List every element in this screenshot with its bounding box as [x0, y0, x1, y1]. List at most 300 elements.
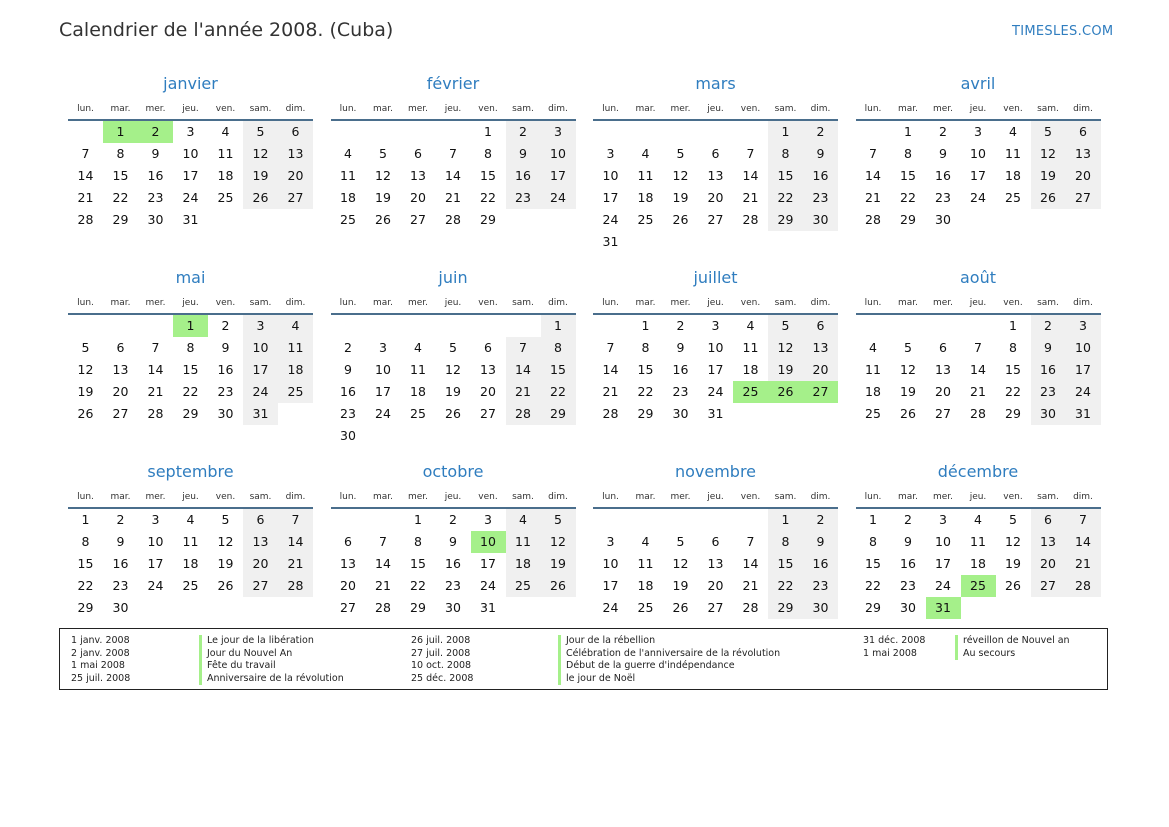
- day-cell: 2: [449, 512, 457, 527]
- day-cell: 16: [935, 168, 951, 183]
- day-cell: 11: [340, 168, 356, 183]
- day-cell: 2: [939, 124, 947, 139]
- empty-day-cell: [733, 121, 768, 143]
- day-cell: 17: [602, 578, 619, 593]
- day-cell: 3: [1066, 315, 1101, 337]
- empty-day-cell: [593, 121, 628, 143]
- day-cell: 26: [672, 600, 689, 615]
- day-cell: 29: [480, 212, 496, 227]
- day-cell: 21: [602, 384, 619, 399]
- holiday-day-cell: 31: [926, 597, 961, 619]
- day-cell: 26: [217, 578, 234, 593]
- day-cell: 6: [278, 121, 313, 143]
- day-cell: 20: [410, 190, 426, 205]
- day-cell: 13: [410, 168, 426, 183]
- day-cell: 24: [182, 190, 199, 205]
- day-cell: 23: [935, 190, 951, 205]
- day-cell: 28: [742, 212, 759, 227]
- day-cell: 3: [974, 124, 982, 139]
- empty-day-cell: [401, 315, 436, 337]
- day-grid: [856, 315, 1101, 425]
- day-cell: 6: [484, 340, 492, 355]
- weekday-label: mar.: [897, 104, 919, 114]
- day-cell: 3: [606, 146, 615, 161]
- day-cell: 8: [641, 340, 650, 355]
- empty-day-cell: [68, 121, 103, 143]
- day-cell: 16: [803, 165, 838, 187]
- day-cell: 19: [445, 384, 461, 399]
- day-cell: 7: [746, 534, 755, 549]
- day-cell: 4: [414, 340, 422, 355]
- holiday-legend: [59, 628, 1108, 690]
- day-cell: 10: [182, 146, 199, 161]
- day-cell: 5: [81, 340, 90, 355]
- weekday-label: dim.: [548, 492, 568, 502]
- day-cell: 27: [1031, 575, 1066, 597]
- day-cell: 27: [112, 406, 129, 421]
- day-cell: 6: [116, 340, 125, 355]
- day-cell: 2: [803, 509, 838, 531]
- day-cell: 21: [970, 384, 986, 399]
- day-cell: 24: [480, 578, 496, 593]
- month-calendar: [68, 461, 313, 655]
- day-cell: 29: [77, 600, 94, 615]
- empty-day-cell: [138, 315, 173, 337]
- legend-holiday-name: Au secours: [955, 648, 1070, 661]
- legend-names-col-2: [558, 635, 780, 685]
- day-cell: 20: [1031, 553, 1066, 575]
- holiday-day-cell: 27: [803, 381, 838, 403]
- legend-holiday-name: réveillon de Nouvel an: [955, 635, 1070, 648]
- weekday-label: mer.: [407, 104, 429, 114]
- day-cell: 30: [445, 600, 461, 615]
- day-cell: 24: [1066, 381, 1101, 403]
- weekday-label: jeu.: [182, 104, 199, 114]
- day-cell: 16: [900, 556, 916, 571]
- day-cell: 24: [602, 212, 619, 227]
- legend-date: 27 juil. 2008: [411, 647, 471, 659]
- day-grid: [856, 121, 1101, 231]
- day-cell: 16: [506, 165, 541, 187]
- day-cell: 18: [506, 553, 541, 575]
- day-cell: 23: [217, 384, 234, 399]
- day-cell: 27: [480, 406, 496, 421]
- empty-day-cell: [331, 315, 366, 337]
- day-cell: 26: [1005, 578, 1021, 593]
- weekday-label: dim.: [548, 104, 568, 114]
- day-cell: 17: [480, 556, 496, 571]
- day-cell: 20: [1066, 165, 1101, 187]
- month-calendar: [593, 461, 838, 655]
- day-cell: 30: [217, 406, 234, 421]
- day-cell: 18: [340, 190, 356, 205]
- day-grid: [593, 509, 838, 619]
- day-cell: 23: [900, 578, 916, 593]
- weekday-label: ven.: [478, 298, 498, 308]
- day-cell: 2: [1031, 315, 1066, 337]
- day-cell: 22: [77, 578, 94, 593]
- day-cell: 9: [151, 146, 160, 161]
- day-cell: 14: [77, 168, 94, 183]
- weekday-label: jeu.: [444, 104, 462, 114]
- weekday-label: sam.: [249, 298, 272, 308]
- day-cell: 6: [414, 146, 422, 161]
- day-cell: 26: [77, 406, 94, 421]
- day-cell: 17: [541, 165, 576, 187]
- day-cell: 5: [1009, 512, 1017, 527]
- day-cell: 6: [1066, 121, 1101, 143]
- weekday-label: sam.: [512, 104, 534, 114]
- day-cell: 22: [768, 575, 803, 597]
- month-calendar: [331, 267, 576, 461]
- day-cell: 11: [637, 556, 654, 571]
- weekday-label: mar.: [110, 492, 131, 502]
- day-cell: 15: [865, 556, 881, 571]
- day-cell: 11: [637, 168, 654, 183]
- legend-names-col-3: [955, 635, 1070, 660]
- day-cell: 7: [506, 337, 541, 359]
- day-cell: 11: [1005, 146, 1021, 161]
- day-cell: 3: [151, 512, 160, 527]
- weekday-label: mer.: [932, 492, 954, 502]
- day-cell: 16: [803, 553, 838, 575]
- weekday-label: ven.: [215, 492, 236, 502]
- month-calendar: [593, 267, 838, 461]
- day-cell: 8: [869, 534, 877, 549]
- day-cell: 29: [768, 209, 803, 231]
- day-cell: 30: [803, 209, 838, 231]
- weekday-label: mar.: [897, 492, 919, 502]
- weekday-label: jeu.: [182, 492, 199, 502]
- day-cell: 26: [243, 187, 278, 209]
- day-cell: 29: [865, 600, 881, 615]
- weekday-label: mer.: [932, 298, 954, 308]
- month-calendar: [856, 267, 1101, 461]
- day-cell: 8: [484, 146, 492, 161]
- day-cell: 9: [449, 534, 457, 549]
- day-cell: 15: [768, 165, 803, 187]
- legend-holiday-name: Jour du Nouvel An: [199, 648, 344, 661]
- day-cell: 14: [506, 359, 541, 381]
- day-cell: 27: [243, 575, 278, 597]
- day-cell: 22: [182, 384, 199, 399]
- day-cell: 21: [445, 190, 461, 205]
- day-cell: 11: [865, 362, 881, 377]
- day-cell: 19: [900, 384, 916, 399]
- empty-day-cell: [926, 315, 961, 337]
- weekday-label: lun.: [77, 104, 94, 114]
- weekday-label: jeu.: [969, 104, 987, 114]
- day-cell: 26: [900, 406, 916, 421]
- day-cell: 29: [541, 403, 576, 425]
- day-cell: 14: [147, 362, 164, 377]
- day-cell: 16: [147, 168, 164, 183]
- day-cell: 13: [707, 168, 724, 183]
- weekday-label: mer.: [407, 298, 429, 308]
- empty-day-cell: [103, 315, 138, 337]
- day-cell: 8: [768, 143, 803, 165]
- day-cell: 4: [186, 512, 195, 527]
- day-cell: 23: [506, 187, 541, 209]
- day-cell: 25: [410, 406, 426, 421]
- weekday-label: lun.: [602, 492, 619, 502]
- weekday-label: lun.: [864, 298, 882, 308]
- day-cell: 13: [1031, 531, 1066, 553]
- day-cell: 17: [182, 168, 199, 183]
- day-cell: 2: [676, 318, 685, 333]
- weekday-label: jeu.: [707, 298, 724, 308]
- weekday-label: sam.: [249, 492, 272, 502]
- day-cell: 30: [935, 212, 951, 227]
- weekday-label: dim.: [285, 298, 306, 308]
- day-cell: 22: [112, 190, 129, 205]
- day-cell: 25: [182, 578, 199, 593]
- weekday-header: [593, 293, 838, 315]
- day-cell: 1: [484, 124, 492, 139]
- weekday-header: [331, 293, 576, 315]
- weekday-label: mer.: [145, 104, 166, 114]
- weekday-label: ven.: [215, 104, 236, 114]
- day-cell: 9: [344, 362, 352, 377]
- empty-day-cell: [68, 315, 103, 337]
- day-cell: 16: [1031, 359, 1066, 381]
- day-cell: 15: [182, 362, 199, 377]
- legend-date: 10 oct. 2008: [411, 660, 472, 671]
- day-cell: 14: [742, 556, 759, 571]
- day-cell: 23: [672, 384, 689, 399]
- day-cell: 19: [768, 359, 803, 381]
- day-cell: 7: [606, 340, 615, 355]
- month-calendar: [331, 461, 576, 655]
- day-cell: 15: [480, 168, 496, 183]
- day-cell: 12: [243, 143, 278, 165]
- weekday-label: mar.: [372, 298, 394, 308]
- month-name: octobre: [422, 462, 484, 481]
- brand-link[interactable]: TIMESLES.COM: [1012, 24, 1114, 39]
- day-cell: 22: [410, 578, 426, 593]
- weekday-label: ven.: [1003, 104, 1023, 114]
- day-cell: 23: [1031, 381, 1066, 403]
- day-cell: 28: [147, 406, 164, 421]
- weekday-label: jeu.: [182, 298, 199, 308]
- day-cell: 26: [1031, 187, 1066, 209]
- weekday-label: ven.: [740, 104, 761, 114]
- day-grid: [856, 509, 1101, 619]
- day-cell: 8: [904, 146, 912, 161]
- day-cell: 28: [375, 600, 391, 615]
- legend-holiday-name: le jour de Noël: [558, 673, 780, 686]
- month-name: août: [959, 268, 996, 287]
- empty-day-cell: [366, 315, 401, 337]
- weekday-label: ven.: [215, 298, 236, 308]
- weekday-label: ven.: [478, 492, 498, 502]
- weekday-header: [68, 487, 313, 509]
- weekday-header: [593, 487, 838, 509]
- day-cell: 15: [112, 168, 129, 183]
- weekday-label: mer.: [932, 104, 954, 114]
- day-cell: 14: [602, 362, 619, 377]
- weekday-label: dim.: [548, 298, 568, 308]
- weekday-label: mer.: [407, 492, 429, 502]
- day-cell: 20: [112, 384, 129, 399]
- legend-holiday-name: Anniversaire de la révolution: [199, 673, 344, 686]
- month-name: février: [426, 74, 480, 93]
- month-calendar: [68, 267, 313, 461]
- day-cell: 18: [182, 556, 199, 571]
- day-cell: 19: [375, 190, 391, 205]
- day-cell: 16: [340, 384, 356, 399]
- day-cell: 15: [1005, 362, 1021, 377]
- weekday-label: mar.: [635, 104, 656, 114]
- empty-day-cell: [436, 315, 471, 337]
- day-cell: 16: [445, 556, 461, 571]
- day-cell: 20: [707, 190, 724, 205]
- day-cell: 28: [742, 600, 759, 615]
- day-cell: 10: [541, 143, 576, 165]
- day-cell: 9: [939, 146, 947, 161]
- month-calendar: [856, 461, 1101, 655]
- day-cell: 19: [541, 553, 576, 575]
- empty-day-cell: [961, 315, 996, 337]
- day-cell: 23: [112, 578, 129, 593]
- day-cell: 10: [147, 534, 164, 549]
- day-cell: 3: [711, 318, 720, 333]
- day-cell: 31: [480, 600, 496, 615]
- legend-holiday-name: Célébration de l'anniversaire de la révolution: [558, 648, 780, 661]
- day-cell: 9: [904, 534, 912, 549]
- empty-day-cell: [401, 121, 436, 143]
- weekday-header: [856, 99, 1101, 121]
- calendar-grid: [68, 73, 1101, 655]
- day-cell: 25: [506, 575, 541, 597]
- legend-dates-col-1: [71, 635, 130, 685]
- day-cell: 19: [217, 556, 234, 571]
- weekday-header: [593, 99, 838, 121]
- day-cell: 29: [1005, 406, 1021, 421]
- empty-day-cell: [506, 315, 541, 337]
- day-cell: 13: [803, 337, 838, 359]
- day-cell: 24: [970, 190, 986, 205]
- day-cell: 12: [900, 362, 916, 377]
- weekday-label: mar.: [110, 298, 131, 308]
- weekday-label: mar.: [372, 104, 394, 114]
- day-cell: 31: [602, 234, 619, 249]
- weekday-label: lun.: [339, 298, 357, 308]
- day-cell: 7: [746, 146, 755, 161]
- day-cell: 5: [221, 512, 230, 527]
- day-cell: 16: [217, 362, 234, 377]
- holiday-day-cell: 25: [961, 575, 996, 597]
- day-cell: 22: [900, 190, 916, 205]
- legend-holiday-name: Fête du travail: [199, 660, 344, 673]
- day-cell: 1: [541, 315, 576, 337]
- day-cell: 6: [344, 534, 352, 549]
- day-grid: [331, 121, 576, 231]
- day-cell: 7: [81, 146, 90, 161]
- weekday-label: dim.: [1073, 104, 1093, 114]
- empty-day-cell: [331, 121, 366, 143]
- day-cell: 12: [77, 362, 94, 377]
- weekday-label: lun.: [602, 298, 619, 308]
- holiday-day-cell: 10: [471, 531, 506, 553]
- day-cell: 13: [243, 531, 278, 553]
- weekday-label: mar.: [897, 298, 919, 308]
- day-cell: 4: [869, 340, 877, 355]
- legend-holiday-name: Le jour de la libération: [199, 635, 344, 648]
- empty-day-cell: [663, 121, 698, 143]
- weekday-label: mer.: [145, 298, 166, 308]
- day-cell: 1: [768, 121, 803, 143]
- day-cell: 11: [506, 531, 541, 553]
- day-cell: 26: [672, 212, 689, 227]
- day-cell: 3: [186, 124, 195, 139]
- day-cell: 11: [217, 146, 234, 161]
- day-cell: 8: [768, 531, 803, 553]
- month-name: mars: [695, 74, 736, 93]
- day-cell: 9: [116, 534, 125, 549]
- day-cell: 12: [1005, 534, 1021, 549]
- day-cell: 4: [1009, 124, 1017, 139]
- day-cell: 3: [541, 121, 576, 143]
- weekday-label: ven.: [740, 298, 761, 308]
- day-cell: 22: [768, 187, 803, 209]
- day-cell: 3: [606, 534, 615, 549]
- day-grid: [593, 315, 838, 425]
- day-cell: 24: [375, 406, 391, 421]
- day-cell: 18: [637, 578, 654, 593]
- day-cell: 1: [641, 318, 650, 333]
- weekday-label: mer.: [670, 298, 691, 308]
- month-name: juin: [438, 268, 468, 287]
- day-cell: 29: [768, 597, 803, 619]
- weekday-label: dim.: [810, 298, 831, 308]
- holiday-day-cell: 26: [768, 381, 803, 403]
- day-cell: 6: [1031, 509, 1066, 531]
- day-cell: 28: [865, 212, 881, 227]
- weekday-label: sam.: [774, 492, 797, 502]
- day-cell: 13: [340, 556, 356, 571]
- day-cell: 24: [935, 578, 951, 593]
- day-cell: 14: [1066, 531, 1101, 553]
- weekday-label: jeu.: [444, 298, 462, 308]
- day-cell: 1: [904, 124, 912, 139]
- weekday-header: [331, 99, 576, 121]
- day-cell: 27: [707, 212, 724, 227]
- day-cell: 12: [672, 556, 689, 571]
- day-grid: [593, 121, 838, 253]
- day-cell: 19: [243, 165, 278, 187]
- weekday-label: lun.: [602, 104, 619, 114]
- month-calendar: [331, 73, 576, 267]
- day-cell: 28: [77, 212, 94, 227]
- day-cell: 2: [803, 121, 838, 143]
- weekday-label: ven.: [1003, 492, 1023, 502]
- weekday-label: mer.: [670, 492, 691, 502]
- legend-date: 26 juil. 2008: [411, 635, 471, 646]
- weekday-label: jeu.: [969, 492, 987, 502]
- day-cell: 21: [865, 190, 881, 205]
- weekday-label: sam.: [1037, 298, 1059, 308]
- day-cell: 10: [602, 556, 619, 571]
- day-cell: 29: [900, 212, 916, 227]
- day-cell: 27: [340, 600, 356, 615]
- weekday-header: [856, 293, 1101, 315]
- month-name: janvier: [163, 74, 218, 93]
- day-cell: 18: [1005, 168, 1021, 183]
- empty-day-cell: [366, 509, 401, 531]
- legend-date: 25 juil. 2008: [71, 672, 131, 684]
- day-cell: 26: [541, 575, 576, 597]
